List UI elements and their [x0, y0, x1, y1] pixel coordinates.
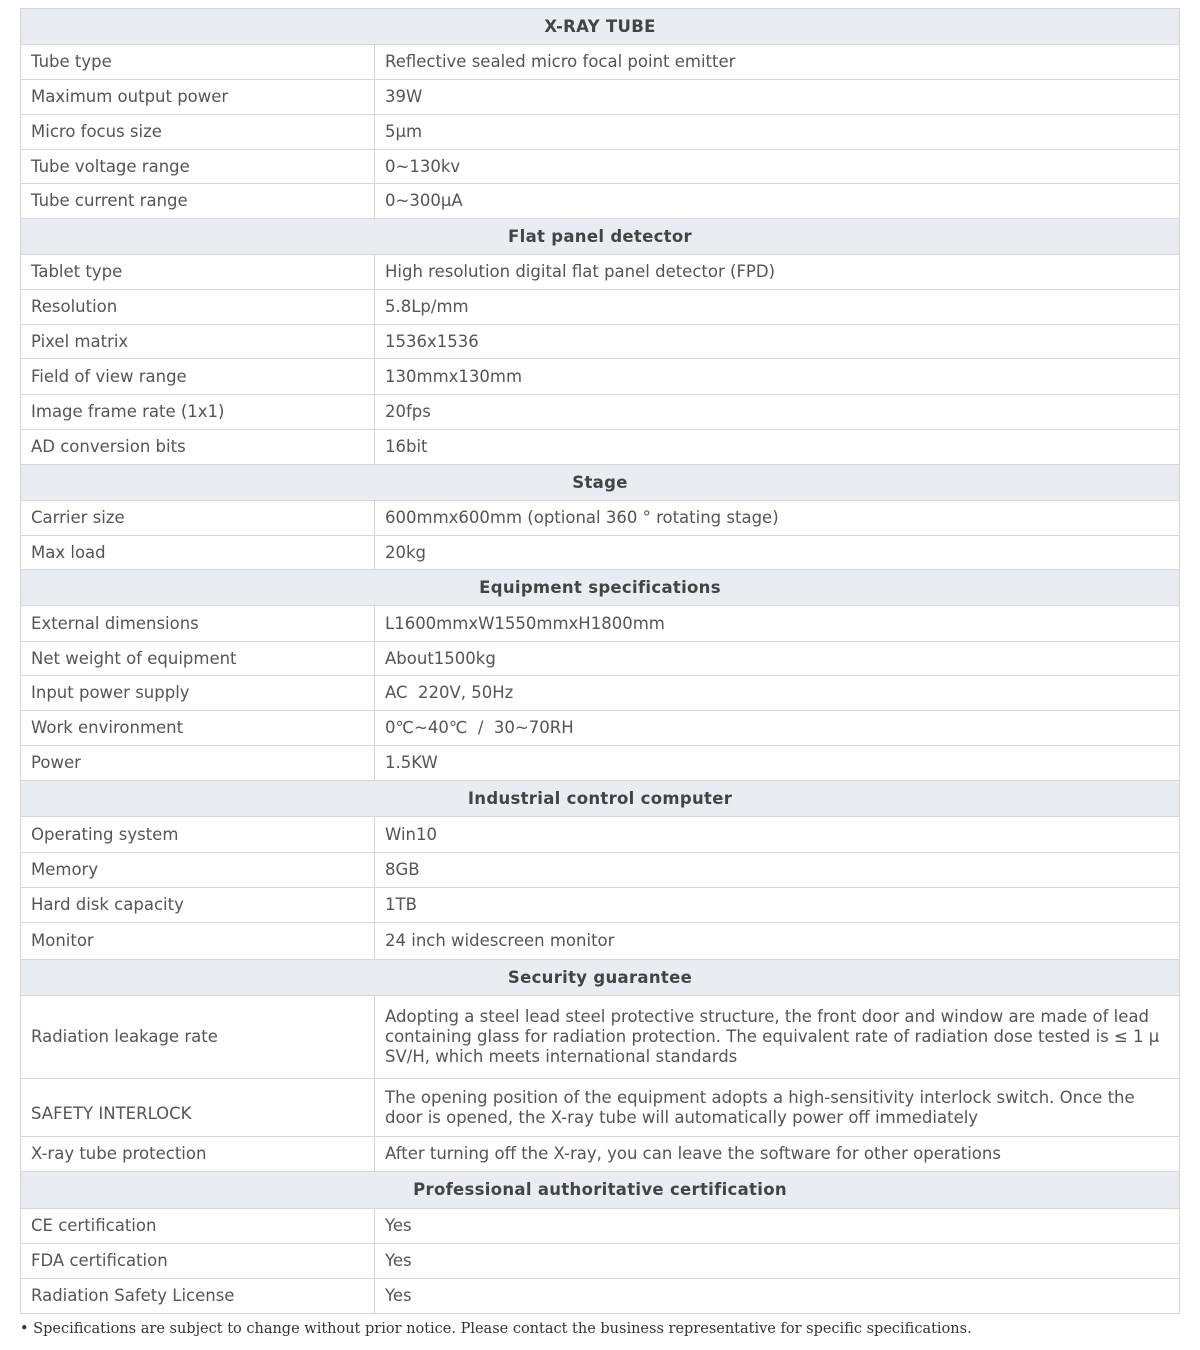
spec-label: Tube current range: [21, 184, 375, 219]
spec-label: Tube voltage range: [21, 150, 375, 184]
spec-label: FDA certification: [21, 1244, 375, 1279]
spec-label: Monitor: [21, 923, 375, 960]
spec-label: Pixel matrix: [21, 325, 375, 359]
spec-value: About1500kg: [375, 642, 1180, 676]
spec-label: Radiation Safety License: [21, 1279, 375, 1314]
table-row: [21, 888, 1180, 923]
spec-value: L1600mmxW1550mmxH1800mm: [375, 606, 1180, 642]
spec-value: Win10: [375, 817, 1180, 853]
spec-label: X-ray tube protection: [21, 1137, 375, 1172]
spec-label: Carrier size: [21, 501, 375, 536]
table-row: [21, 676, 1180, 711]
section-title: Professional authoritative certification: [21, 1172, 1180, 1209]
spec-label: Field of view range: [21, 359, 375, 395]
table-row: [21, 642, 1180, 676]
spec-label: Tube type: [21, 45, 375, 80]
spec-value: 20fps: [375, 395, 1180, 430]
section-header-professional-authoritative-certification: [21, 1172, 1180, 1209]
table-row: [21, 1279, 1180, 1314]
spec-label: AD conversion bits: [21, 430, 375, 465]
spec-value: 16bit: [375, 430, 1180, 465]
spec-table: [20, 8, 1180, 1314]
spec-value: 8GB: [375, 853, 1180, 888]
spec-label: CE certification: [21, 1209, 375, 1244]
section-header-flat-panel-detector: [21, 219, 1180, 255]
spec-label: External dimensions: [21, 606, 375, 642]
spec-value: 0℃~40℃ / 30~70RH: [375, 711, 1180, 746]
spec-value: 5μm: [375, 115, 1180, 150]
spec-label: Input power supply: [21, 676, 375, 711]
table-row: [21, 430, 1180, 465]
spec-label: Radiation leakage rate: [21, 996, 375, 1079]
spec-value: 0~300μA: [375, 184, 1180, 219]
spec-label: Maximum output power: [21, 80, 375, 115]
table-row: [21, 1209, 1180, 1244]
spec-value: 39W: [375, 80, 1180, 115]
spec-value: 24 inch widescreen monitor: [375, 923, 1180, 960]
table-row: [21, 853, 1180, 888]
spec-label: Resolution: [21, 290, 375, 325]
spec-value: 5.8Lp/mm: [375, 290, 1180, 325]
spec-value: Yes: [375, 1209, 1180, 1244]
spec-value: Yes: [375, 1279, 1180, 1314]
section-header-xray-tube: [21, 9, 1180, 45]
spec-label: Operating system: [21, 817, 375, 853]
section-title: Flat panel detector: [21, 219, 1180, 255]
table-row: [21, 325, 1180, 359]
table-row: [21, 115, 1180, 150]
table-row: [21, 817, 1180, 853]
section-title: Equipment specifications: [21, 570, 1180, 606]
spec-label: Work environment: [21, 711, 375, 746]
table-row: [21, 711, 1180, 746]
table-row: [21, 45, 1180, 80]
section-title: Industrial control computer: [21, 781, 1180, 817]
spec-label: Memory: [21, 853, 375, 888]
section-header-stage: [21, 465, 1180, 501]
spec-value: 20kg: [375, 536, 1180, 570]
section-header-security-guarantee: [21, 960, 1180, 996]
section-header-industrial-control-computer: [21, 781, 1180, 817]
spec-label: Hard disk capacity: [21, 888, 375, 923]
spec-value: The opening position of the equipment adopts a high-sensitivity interlock switch. Once the door is opened, the X-ray tube will automatically power off immediately: [375, 1079, 1180, 1137]
spec-value: 0~130kv: [375, 150, 1180, 184]
spec-label: Max load: [21, 536, 375, 570]
table-row: [21, 501, 1180, 536]
spec-label: Net weight of equipment: [21, 642, 375, 676]
spec-value: High resolution digital flat panel detector (FPD): [375, 255, 1180, 290]
section-title: X-RAY TUBE: [21, 9, 1180, 45]
spec-label: Image frame rate (1x1): [21, 395, 375, 430]
table-row: [21, 536, 1180, 570]
table-row: [21, 923, 1180, 960]
spec-label: Tablet type: [21, 255, 375, 290]
section-header-equipment-specifications: [21, 570, 1180, 606]
spec-label: SAFETY INTERLOCK: [21, 1079, 375, 1137]
spec-value: 130mmx130mm: [375, 359, 1180, 395]
spec-value: 1.5KW: [375, 746, 1180, 781]
spec-label: Power: [21, 746, 375, 781]
table-row: [21, 1079, 1180, 1137]
table-row: [21, 290, 1180, 325]
section-title: Stage: [21, 465, 1180, 501]
table-row: [21, 395, 1180, 430]
spec-value: 600mmx600mm (optional 360 ° rotating stage): [375, 501, 1180, 536]
spec-label: Micro focus size: [21, 115, 375, 150]
spec-value: 1536x1536: [375, 325, 1180, 359]
table-row: [21, 606, 1180, 642]
table-row: [21, 1137, 1180, 1172]
table-row: [21, 746, 1180, 781]
section-title: Security guarantee: [21, 960, 1180, 996]
table-row: [21, 359, 1180, 395]
spec-value: 1TB: [375, 888, 1180, 923]
table-row: [21, 996, 1180, 1079]
spec-value: After turning off the X-ray, you can leave the software for other operations: [375, 1137, 1180, 1172]
table-row: [21, 150, 1180, 184]
spec-value: Reflective sealed micro focal point emitter: [375, 45, 1180, 80]
spec-value: Adopting a steel lead steel protective structure, the front door and window are made of lead containing glass for radiation protection. The equivalent rate of radiation dose tested is ≤ 1 μ SV/H, which meets international standards: [375, 996, 1180, 1079]
spec-value: AC 220V, 50Hz: [375, 676, 1180, 711]
footnote: • Specifications are subject to change without prior notice. Please contact the business representative for specific specifications.: [20, 1321, 972, 1337]
table-row: [21, 1244, 1180, 1279]
table-row: [21, 80, 1180, 115]
spec-value: Yes: [375, 1244, 1180, 1279]
table-row: [21, 184, 1180, 219]
table-row: [21, 255, 1180, 290]
